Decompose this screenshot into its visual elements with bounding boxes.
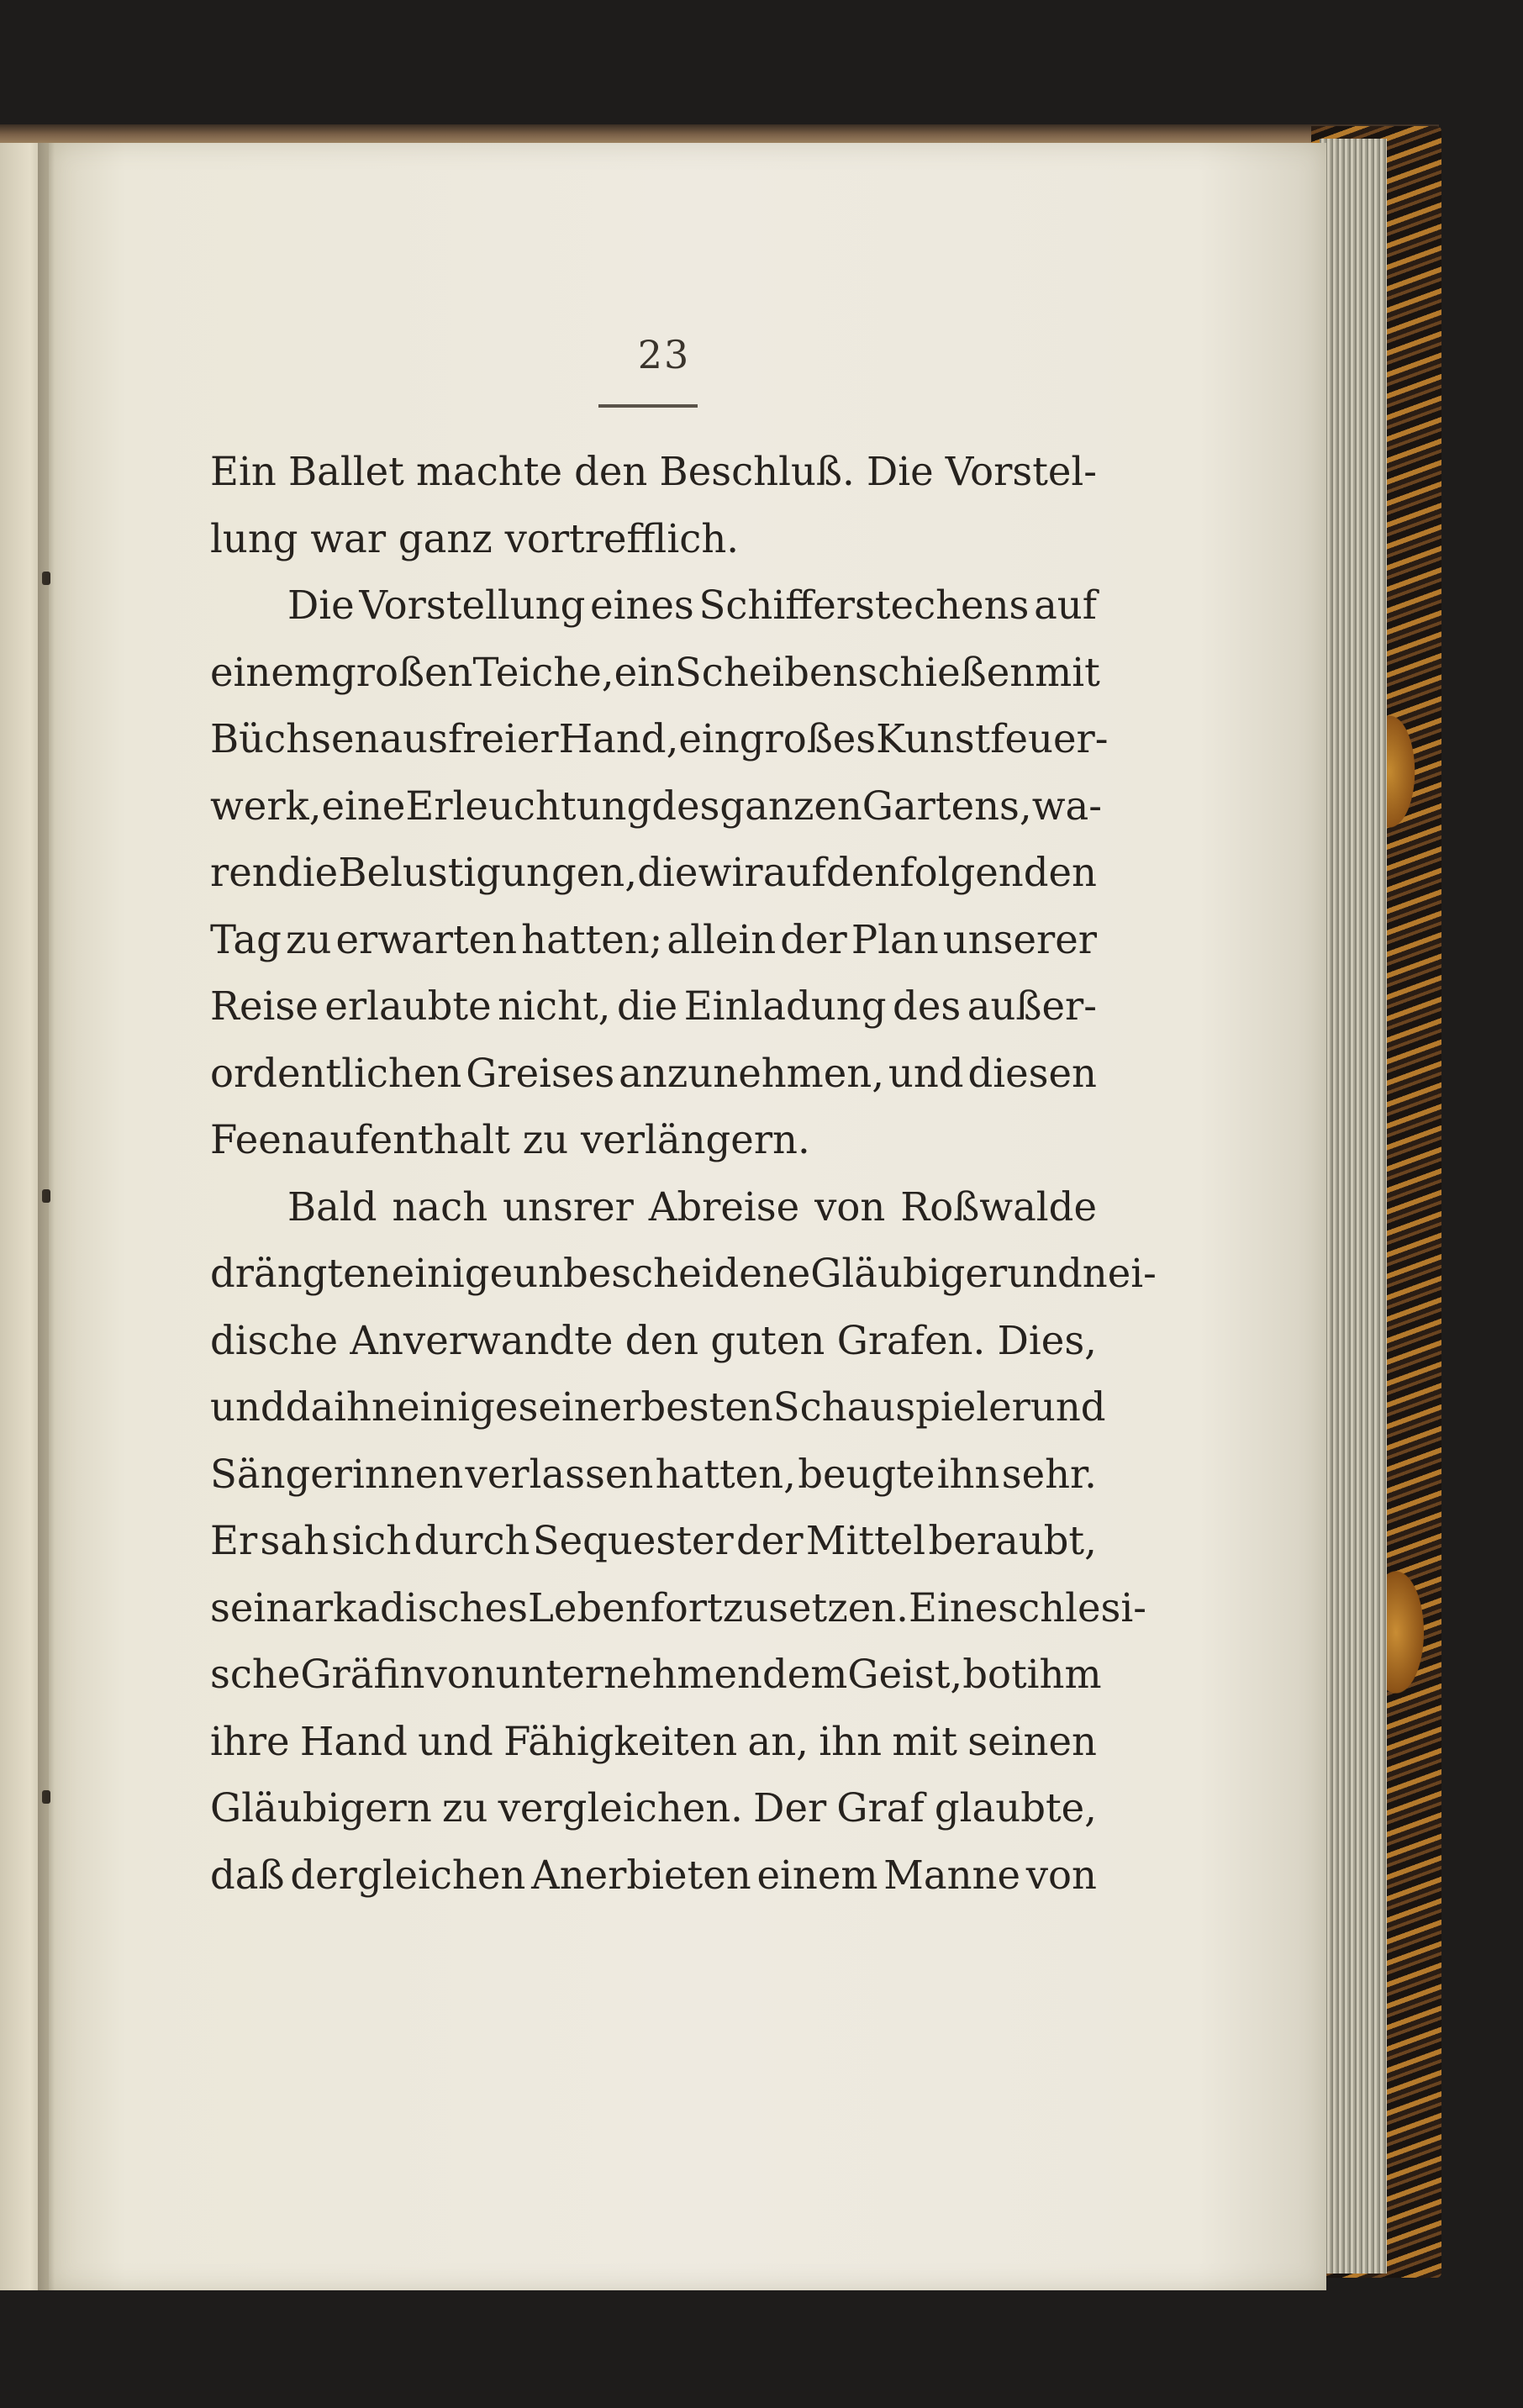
page-stack-edge: [1320, 139, 1387, 2274]
text-line: ren die Belustigungen, die wir auf den folgenden: [210, 850, 1097, 895]
text-line: und da ihn einige seiner besten Schauspieler und: [210, 1384, 1106, 1430]
text-line: Reise erlaubte nicht, die Einladung des außer-: [210, 983, 1097, 1029]
text-line: Die Vorstellung eines Schifferstechens auf: [287, 582, 1097, 628]
text-line: ordentlichen Greises anzunehmen, und diesen: [210, 1050, 1097, 1096]
text-line: lung war ganz vortrefflich.: [210, 515, 740, 561]
text-line: Sängerinnen verlassen hatten, beugte ihn sehr.: [210, 1451, 1097, 1497]
text-line: sein arkadisches Leben fortzusetzen. Eine schlesi-: [210, 1584, 1146, 1631]
text-line: Büchsen aus freier Hand, ein großes Kunstfeuer-: [210, 716, 1109, 761]
text-line: drängten einige unbescheidene Gläubiger und nei-: [210, 1251, 1157, 1296]
text-line: Bald nach unsrer Abreise von Roßwalde: [287, 1183, 1097, 1230]
text-line: daß dergleichen Anerbieten einem Manne von: [210, 1852, 1097, 1898]
text-line: Ein Ballet machte den Beschluß. Die Vorstel-: [210, 449, 1097, 494]
page-gutter-shadow: [38, 143, 55, 2290]
text-line: ihre Hand und Fähigkeiten an, ihn mit seinen: [210, 1718, 1097, 1764]
text-line: Feenaufenthalt zu verlängern.: [210, 1117, 810, 1162]
page-number: 23: [637, 332, 691, 377]
body-text: [210, 439, 1157, 1909]
text-line: sche Gräfin von unternehmendem Geist, bot ihm: [210, 1652, 1102, 1697]
text-line: Gläubigern zu vergleichen. Der Graf glaubte,: [210, 1785, 1097, 1831]
text-line: dische Anverwandte den guten Grafen. Dies,: [210, 1317, 1097, 1363]
text-line: einem großen Teiche, ein Scheibenschießen mit: [210, 649, 1100, 695]
text-line: Tag zu erwarten hatten; allein der Plan unserer: [210, 916, 1097, 962]
text-line: werk, eine Erleuchtung des ganzen Gartens, wa-: [210, 782, 1102, 829]
header-rule: [598, 404, 698, 408]
text-line: Er sah sich durch Sequester der Mittel beraubt,: [210, 1518, 1097, 1563]
